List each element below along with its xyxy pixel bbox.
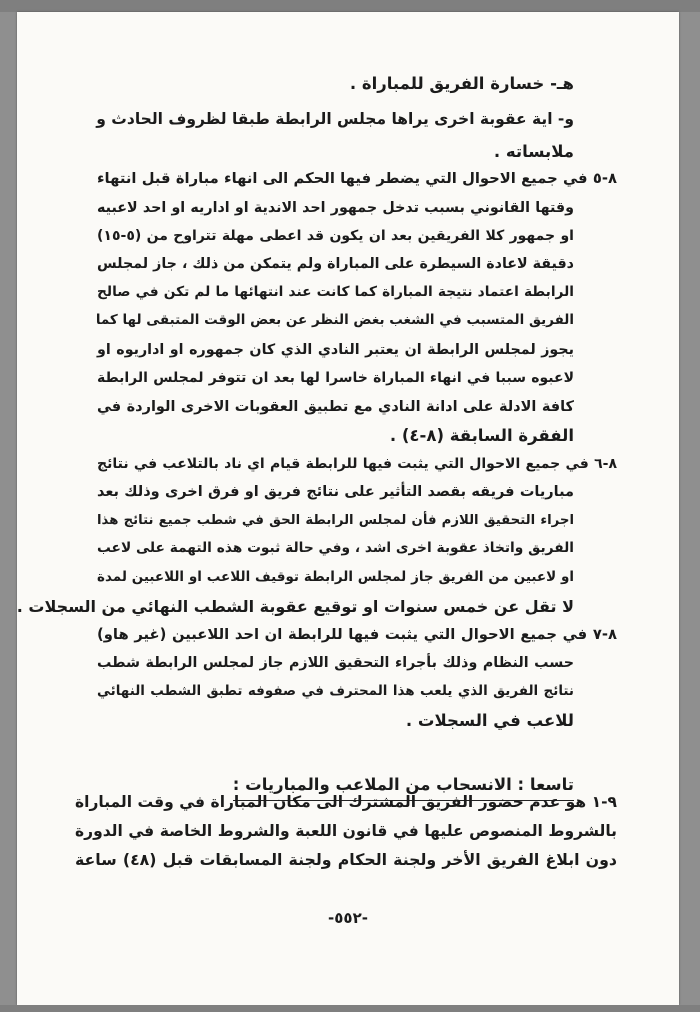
section-heading: تاسعا : الانسحاب من الملاعب والمباريات : [233,775,574,801]
text-line: و- اية عقوبة اخرى يراها مجلس الرابطة طبقا لظروف الحادث و [96,110,574,128]
text-line: او جمهور كلا الفريقين بعد ان يكون قد اعطى مهلة تتراوح من (٥-١٥) [97,228,574,244]
text-line: دقيقة لاعادة السيطرة على المباراة ولم يتمكن من ذلك ، جاز لمجلس [97,256,574,272]
text-line: ملابساته . [493,142,574,161]
text-line: وقتها القانوني بسبب تدخل جمهور احد الاندية او اداريه او احد لاعبيه [97,200,574,216]
scan-border-top [0,0,700,12]
text-line: مباريات فريقه بقصد التأثير على نتائج فريق او فرق اخرى وذلك بعد [97,484,574,500]
text-line: دون ابلاغ الفريق الأخر ولجنة الحكام ولجنة المسابقات قبل (٤٨) ساعة [75,850,617,869]
text-line: ٩-١ هو عدم حضور الفريق المشترك الى مكان المباراة في وقت المباراة [75,793,617,811]
document-page [17,12,679,1005]
text-line: ٨-٥ في جميع الاحوال التي يضطر فيها الحكم الى انهاء مباراة قبل انتهاء [97,170,617,187]
text-line: ٨-٧ في جميع الاحوال التي يثبت فيها للرابطة ان احد اللاعبين (غير هاو) [97,626,617,643]
text-line: للاعب في السجلات . [405,711,574,730]
text-line: هـ- خسارة الفريق للمباراة . [349,74,574,93]
page-number: -٥٥٢- [328,909,368,927]
text-line: يجوز لمجلس الرابطة ان يعتبر النادي الذي كان جمهوره او اداريوه او [97,342,574,358]
scan-border-bottom [0,1005,700,1012]
text-line: الفريق المتسبب في الشغب بغض النظر عن بعض الوقت المتبقى لها كما [95,312,574,328]
text-line: نتائج الفريق الذي يلعب هذا المحترف في صفوفه تطبق الشطب النهائي [97,683,574,699]
text-line: لاعبوه سببا في انهاء المباراة خاسرا لها بعد ان تتوفر لمجلس الرابطة [97,370,574,386]
text-line: او لاعبين من الفريق جاز لمجلس الرابطة توقيف اللاعب او اللاعبين لمدة [97,569,574,585]
text-line: الرابطة اعتماد نتيجة المباراة كما كانت عند انتهائها ما لم تكن في صالح [97,284,574,300]
text-line: حسب النظام وذلك بأجراء التحقيق اللازم جاز لمجلس الرابطة شطب [97,655,574,671]
text-line: لا تقل عن خمس سنوات او توقيع عقوبة الشطب النهائي من السجلات . [16,597,574,616]
text-line: بالشروط المنصوص عليها في قانون اللعبة والشروط الخاصة في الدورة [75,822,617,840]
text-line: الفريق واتخاذ عقوبة اخرى اشد ، وفي حالة ثبوت هذه التهمة على لاعب [97,540,574,556]
text-line: ٨-٦ في جميع الاحوال التي يثبت فيها للرابطة قيام اي ناد بالتلاعب في نتائج [97,456,617,472]
text-line: كافة الادلة على ادانة النادي مع تطبيق العقوبات الاخرى الواردة في [97,399,574,415]
text-line: اجراء التحقيق اللازم فأن لمجلس الرابطة الحق في شطب جميع نتائج هذا [97,513,574,528]
text-line: الفقرة السابقة (٨-٤) . [389,426,574,445]
